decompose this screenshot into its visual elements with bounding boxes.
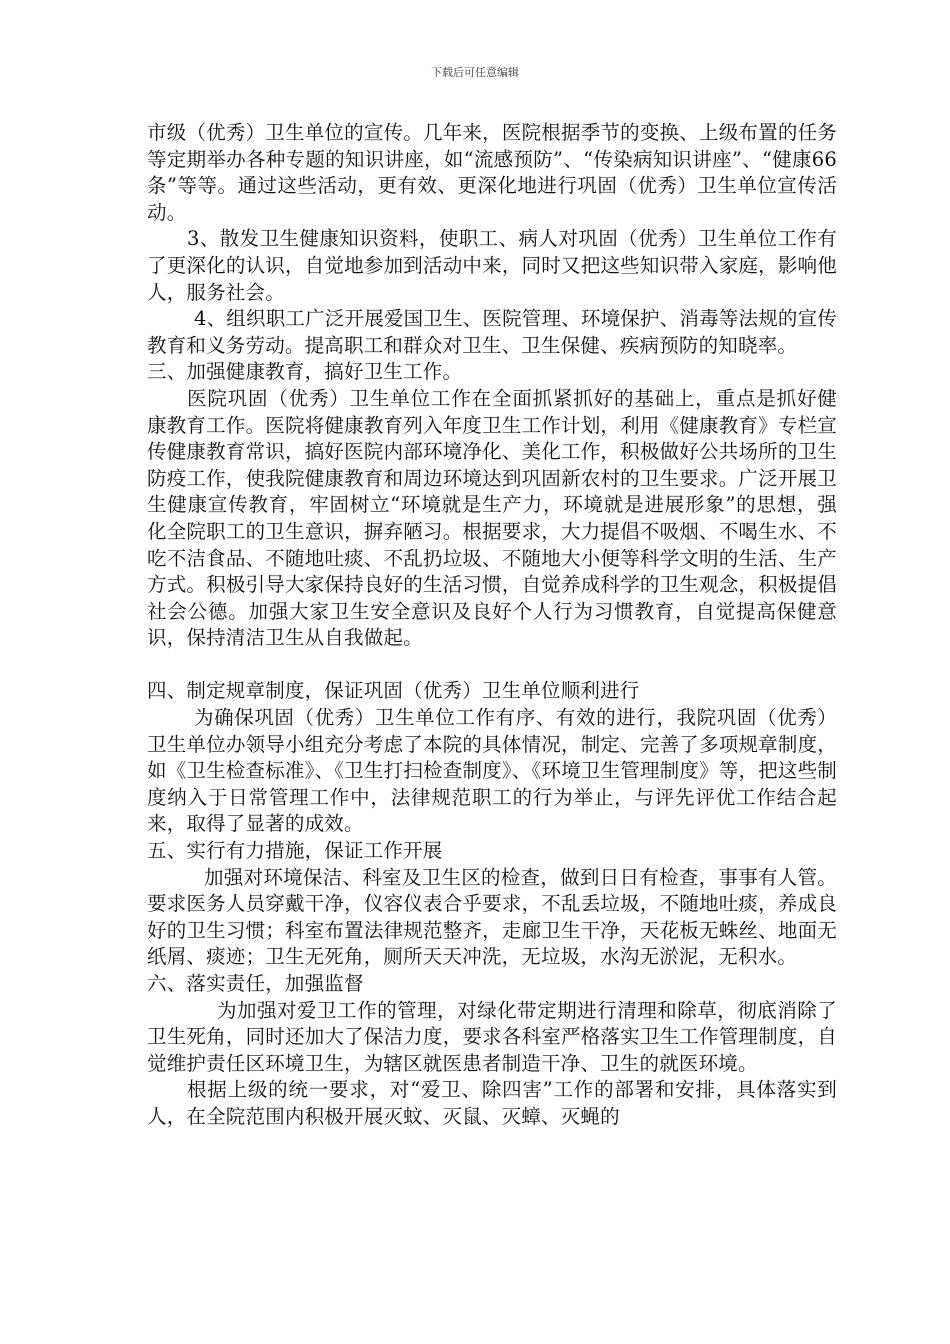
- section-heading-5: 五、实行有力措施，保证工作开展: [147, 839, 443, 863]
- paragraph-publicity: 市级（优秀）卫生单位的宣传。几年来，医院根据季节的变换、上级布置的任务等定期举办各种专题的知识讲座，如“流感预防”、“传染病知识讲座”、“健康66条”等等。通过这些活动，更有效、更深化地进行巩固（优秀）卫生单位宣传活动。: [147, 121, 837, 224]
- section-heading-3: 三、加强健康教育，搞好卫生工作。: [147, 360, 463, 384]
- paragraph-responsibility: 为加强对爱卫工作的管理，对绿化带定期进行清理和除草，彻底消除了卫生死角，同时还加大了保洁力度，要求各科室严格落实卫生工作管理制度，自觉维护责任区环境卫生，为辖区就医患者制造干净、卫生的就医环境。: [147, 998, 837, 1075]
- paragraph-item-3: 3、散发卫生健康知识资料，使职工、病人对巩固（优秀）卫生单位工作有了更深化的认识，自觉地参加到活动中来，同时又把这些知识带入家庭，影响他人，服务社会。: [147, 227, 837, 304]
- paragraph-health-education: 医院巩固（优秀）卫生单位工作在全面抓紧抓好的基础上，重点是抓好健康教育工作。医院将健康教育列入年度卫生工作计划，利用《健康教育》专栏宣传健康教育常识，搞好医院内部环境净化、美化工作，积极做好公共场所的卫生防疫工作，使我院健康教育和周边环境达到巩固新农村的卫生要求。广泛开展卫生健康宣传教育，牢固树立“环境就是生产力，环境就是进展形象”的思想，强化全院职工的卫生意识，摒弃陋习。根据要求，大力提倡不吸烟、不喝生水、不吃不洁食品、不随地吐痰、不乱扔垃圾、不随地大小便等科学文明的生活、生产方式。积极引导大家保持良好的生活习惯，自觉养成科学的卫生观念，积极提倡社会公德。加强大家卫生安全意识及良好个人行为习惯教育，自觉提高保健意识，保持清洁卫生从自我做起。: [147, 386, 837, 650]
- paragraph-regulations: 为确保巩固（优秀）卫生单位工作有序、有效的进行，我院巩固（优秀）卫生单位办领导小组充分考虑了本院的具体情况，制定、完善了多项规章制度，如《卫生检查标准》、《卫生打扫检查制度》、《环境卫生管理制度》等，把这些制度纳入于日常管理工作中，法律规范职工的行为举止，与评先评优工作结合起来，取得了显著的成效。: [147, 706, 837, 836]
- paragraph-measures: 加强对环境保洁、科室及卫生区的检查，做到日日有检查，事事有人管。要求医务人员穿戴干净，仪容仪表合乎要求，不乱丢垃圾，不随地吐痰，养成良好的卫生习惯；科室布置法律规范整齐，走廊卫生干净，天花板无蛛丝、地面无纸屑、痰迹；卫生无死角，厕所天天冲洗，无垃圾，水沟无淤泥，无积水。: [147, 865, 837, 969]
- paragraph-item-4: 4、组织职工广泛开展爱国卫生、医院管理、环境保护、消毒等法规的宣传教育和义务劳动。提高职工和群众对卫生、卫生保健、疾病预防的知晓率。: [147, 307, 838, 357]
- page-header: 下载后可任意编辑: [431, 66, 519, 79]
- paragraph-pest-control: 根据上级的统一要求，对“爱卫、除四害”工作的部署和安排，具体落实到人，在全院范围内积极开展灭蚊、灭鼠、灭蟑、灭蝇的: [147, 1078, 837, 1128]
- document-body: [147, 120, 837, 1131]
- section-heading-4: 四、制定规章制度，保证巩固（优秀）卫生单位顺利进行: [147, 679, 640, 703]
- section-heading-6: 六、落实责任，加强监督: [147, 972, 364, 995]
- blank-line: [147, 652, 837, 679]
